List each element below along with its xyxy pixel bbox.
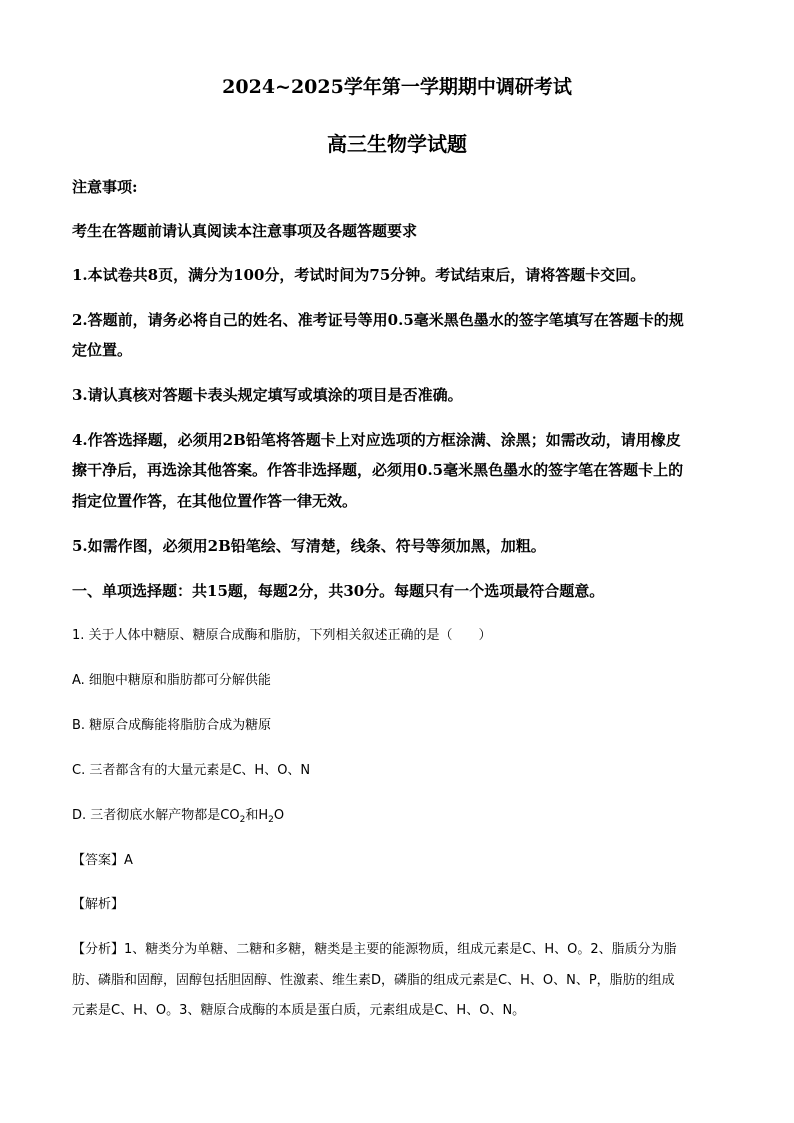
- option-d: [72, 806, 732, 830]
- option-b: B. 糖原合成酶能将脂肪合成为糖原: [72, 718, 272, 733]
- option-d-text-2: 和H: [245, 808, 269, 823]
- option-d-text-1: D. 三者彻底水解产物都是CO: [72, 808, 240, 823]
- option-c: C. 三者都含有的大量元素是C、H、O、N: [72, 763, 311, 778]
- section-heading: 一、单项选择题：共15题，每题2分，共30分。每题只有一个选项最符合题意。: [72, 582, 605, 600]
- exam-subtitle: 高三生物学试题: [327, 132, 467, 156]
- notice-item-4-line-2: 擦干净后，再选涂其他答案。作答非选择题，必须用0.5毫米黑色墨水的签字笔在答题卡上的: [72, 461, 684, 479]
- notice-item-4-line-3: 指定位置作答，在其他位置作答一律无效。: [72, 492, 358, 510]
- notice-item-4-line-1: 4.作答选择题，必须用2B铅笔将答题卡上对应选项的方框涂满、涂黑；如需改动，请用橡皮: [72, 431, 681, 449]
- notice-item-3: 3.请认真核对答题卡表头规定填写或填涂的项目是否准确。: [72, 386, 463, 404]
- exam-title: 2024~2025学年第一学期期中调研考试: [222, 76, 572, 98]
- notice-item-1: 1.本试卷共8页，满分为100分，考试时间为75分钟。考试结束后，请将答题卡交回。: [72, 266, 646, 284]
- notice-item-2-line-2: 定位置。: [72, 341, 133, 359]
- analysis-line-1: 【分析】1、糖类分为单糖、二糖和多糖，糖类是主要的能源物质，组成元素是C、H、O。2、脂质分为脂: [72, 942, 677, 957]
- question-stem: 1. 关于人体中糖原、糖原合成酶和脂肪，下列相关叙述正确的是（ ）: [72, 628, 492, 643]
- answer-line: 【答案】A: [72, 853, 133, 868]
- option-d-subscript-1: 2: [239, 815, 246, 825]
- option-a: A. 细胞中糖原和脂肪都可分解供能: [72, 673, 271, 688]
- notice-intro: 考生在答题前请认真阅读本注意事项及各题答题要求: [72, 222, 418, 240]
- option-d-subscript-2: 2: [268, 815, 274, 825]
- option-d-text-3: O: [273, 808, 285, 823]
- analysis-line-2: 肪、磷脂和固醇，固醇包括胆固醇、性激素、维生素D，磷脂的组成元素是C、H、O、N、P，脂肪的组成: [72, 973, 675, 988]
- notice-item-5: 5.如需作图，必须用2B铅笔绘、写清楚，线条、符号等须加黑，加粗。: [72, 537, 546, 555]
- notice-heading: 注意事项:: [72, 178, 138, 196]
- analysis-heading: 【解析】: [72, 897, 125, 912]
- notice-item-2-line-1: 2.答题前，请务必将自己的姓名、准考证号等用0.5毫米黑色墨水的签字笔填写在答题卡的规: [72, 311, 684, 329]
- analysis-line-3: 元素是C、H、O。3、糖原合成酶的本质是蛋白质，元素组成是C、H、O、N。: [72, 1003, 526, 1018]
